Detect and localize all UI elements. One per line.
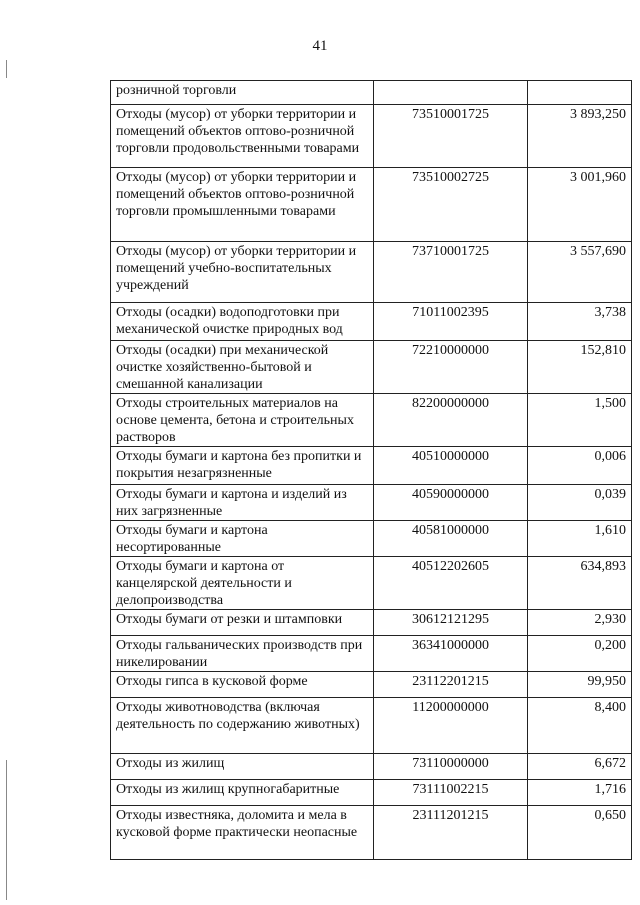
waste-mass-cell: 3 893,250 <box>528 105 632 168</box>
waste-name-cell: Отходы бумаги и картона от канцелярской деятельности и делопроизводства <box>111 557 374 610</box>
table-row <box>111 485 632 521</box>
waste-code-cell: 40512202605 <box>374 557 528 610</box>
waste-name-cell: Отходы из жилищ крупногабаритные <box>111 780 374 806</box>
table-row <box>111 447 632 485</box>
waste-mass-cell: 3,738 <box>528 303 632 341</box>
waste-code-cell: 71011002395 <box>374 303 528 341</box>
waste-name-cell: Отходы бумаги и картона и изделий из них загрязненные <box>111 485 374 521</box>
waste-name-cell: Отходы (мусор) от уборки территории и помещений объектов оптово-розничной торговли продовольственными товарами <box>111 105 374 168</box>
waste-code-cell: 40590000000 <box>374 485 528 521</box>
table-row <box>111 636 632 672</box>
waste-mass-cell <box>528 81 632 105</box>
waste-code-cell: 40581000000 <box>374 521 528 557</box>
waste-code-cell: 72210000000 <box>374 341 528 394</box>
waste-mass-cell: 1,500 <box>528 394 632 447</box>
waste-name-cell: Отходы строительных материалов на основе цемента, бетона и строительных растворов <box>111 394 374 447</box>
waste-mass-cell: 8,400 <box>528 698 632 754</box>
waste-code-cell: 23111201215 <box>374 806 528 860</box>
table-row <box>111 672 632 698</box>
waste-name-cell: Отходы гипса в кусковой форме <box>111 672 374 698</box>
waste-name-cell: розничной торговли <box>111 81 374 105</box>
table-row <box>111 81 632 105</box>
waste-name-cell: Отходы бумаги от резки и штамповки <box>111 610 374 636</box>
waste-mass-cell: 3 557,690 <box>528 242 632 303</box>
waste-name-cell: Отходы из жилищ <box>111 754 374 780</box>
table-row <box>111 341 632 394</box>
scan-edge-bottom <box>6 760 7 900</box>
waste-code-cell: 36341000000 <box>374 636 528 672</box>
waste-name-cell: Отходы (осадки) при механической очистке хозяйственно-бытовой и смешанной канализации <box>111 341 374 394</box>
waste-mass-cell: 2,930 <box>528 610 632 636</box>
waste-code-cell: 82200000000 <box>374 394 528 447</box>
waste-code-cell: 73111002215 <box>374 780 528 806</box>
waste-name-cell: Отходы (мусор) от уборки территории и помещений объектов оптово-розничной торговли промышленными товарами <box>111 168 374 242</box>
waste-name-cell: Отходы известняка, доломита и мела в кусковой форме практически неопасные <box>111 806 374 860</box>
waste-mass-cell: 152,810 <box>528 341 632 394</box>
table-row <box>111 754 632 780</box>
waste-code-cell: 73510002725 <box>374 168 528 242</box>
waste-code-cell <box>374 81 528 105</box>
waste-table-body <box>111 81 632 860</box>
waste-code-cell: 73710001725 <box>374 242 528 303</box>
waste-name-cell: Отходы животноводства (включая деятельность по содержанию животных) <box>111 698 374 754</box>
waste-mass-cell: 3 001,960 <box>528 168 632 242</box>
waste-mass-cell: 0,200 <box>528 636 632 672</box>
table-row <box>111 394 632 447</box>
waste-table <box>110 80 632 860</box>
waste-code-cell: 11200000000 <box>374 698 528 754</box>
waste-code-cell: 40510000000 <box>374 447 528 485</box>
waste-name-cell: Отходы бумаги и картона без пропитки и покрытия незагрязненные <box>111 447 374 485</box>
waste-name-cell: Отходы (мусор) от уборки территории и помещений учебно-воспитательных учреждений <box>111 242 374 303</box>
waste-mass-cell: 0,039 <box>528 485 632 521</box>
waste-mass-cell: 99,950 <box>528 672 632 698</box>
table-row <box>111 557 632 610</box>
waste-name-cell: Отходы (осадки) водоподготовки при механической очистке природных вод <box>111 303 374 341</box>
waste-code-cell: 73110000000 <box>374 754 528 780</box>
waste-code-cell: 73510001725 <box>374 105 528 168</box>
waste-mass-cell: 1,610 <box>528 521 632 557</box>
waste-mass-cell: 0,006 <box>528 447 632 485</box>
table-row <box>111 610 632 636</box>
table-row <box>111 242 632 303</box>
table-row <box>111 521 632 557</box>
table-row <box>111 303 632 341</box>
table-row <box>111 698 632 754</box>
waste-code-cell: 30612121295 <box>374 610 528 636</box>
table-row <box>111 105 632 168</box>
table-row <box>111 806 632 860</box>
table-row <box>111 168 632 242</box>
waste-code-cell: 23112201215 <box>374 672 528 698</box>
table-row <box>111 780 632 806</box>
waste-name-cell: Отходы бумаги и картона несортированные <box>111 521 374 557</box>
waste-mass-cell: 634,893 <box>528 557 632 610</box>
waste-mass-cell: 1,716 <box>528 780 632 806</box>
waste-mass-cell: 6,672 <box>528 754 632 780</box>
scan-edge-top <box>6 60 7 78</box>
waste-mass-cell: 0,650 <box>528 806 632 860</box>
waste-name-cell: Отходы гальванических производств при никелировании <box>111 636 374 672</box>
page-number: 41 <box>312 38 328 54</box>
